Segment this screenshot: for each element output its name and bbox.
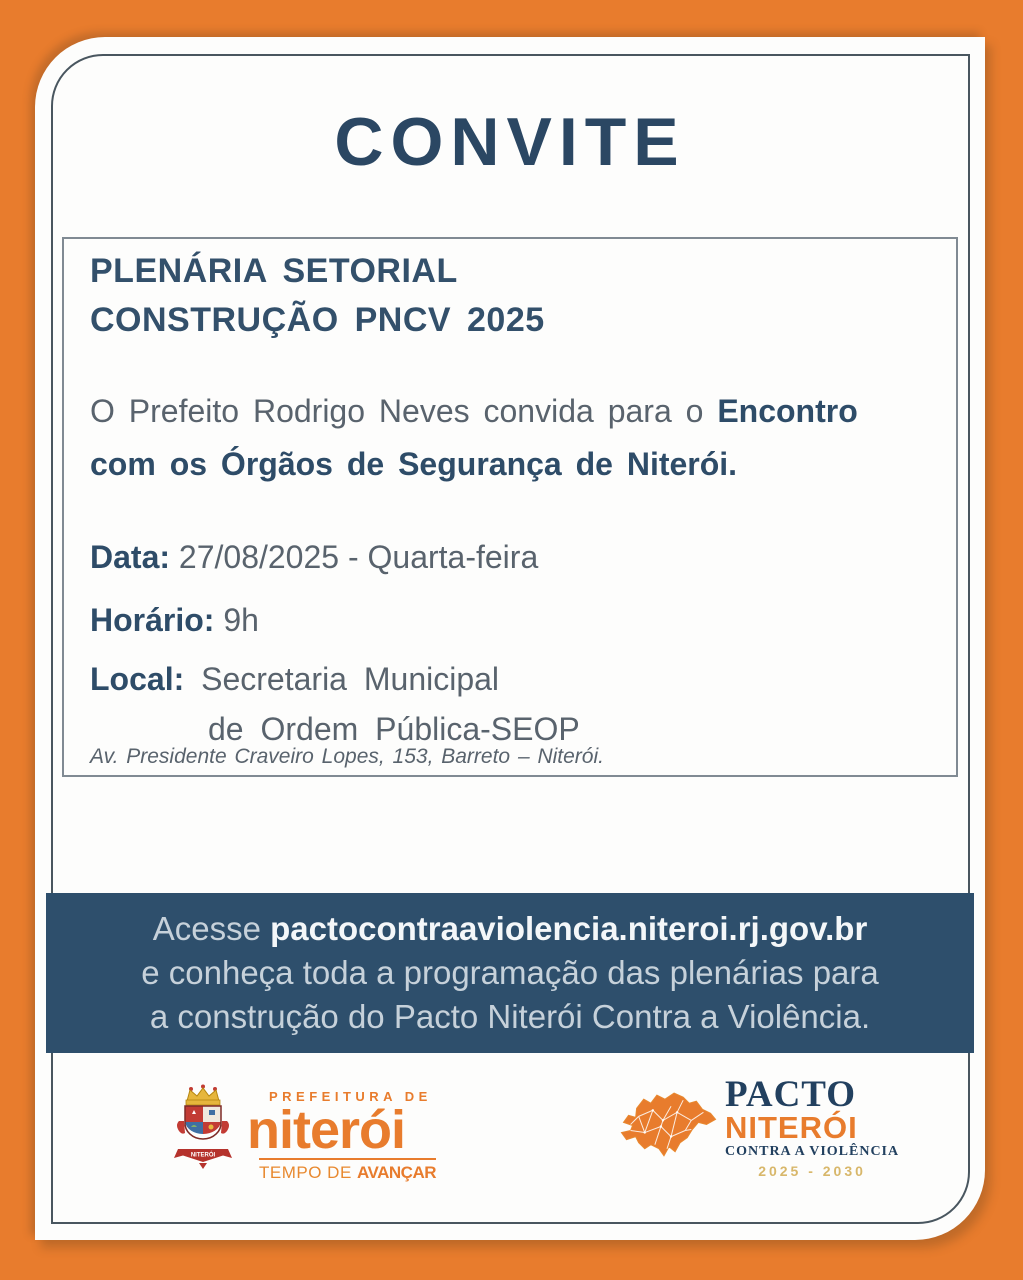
pacto-word2: NITERÓI xyxy=(725,1110,858,1145)
intro-bold-text-2: com os Órgãos de Segurança de Niterói. xyxy=(90,446,738,482)
event-heading xyxy=(90,247,545,345)
event-details-box xyxy=(62,237,958,777)
banner-url: pactocontraaviolencia.niteroi.rj.gov.br xyxy=(270,910,868,947)
event-intro-line2 xyxy=(90,438,858,491)
time-row xyxy=(90,602,259,639)
banner-line1 xyxy=(46,907,974,951)
intro-bold-text: Encontro xyxy=(717,393,858,429)
pacto-word1: PACTO xyxy=(725,1074,857,1115)
niteroi-coat-of-arms-icon xyxy=(173,1083,233,1175)
event-intro xyxy=(90,385,858,491)
banner-line3: a construção do Pacto Niterói Contra a Violência. xyxy=(149,998,871,1035)
location-row xyxy=(90,654,580,754)
slogan-regular: TEMPO DE xyxy=(259,1163,358,1182)
prefeitura-wordmark: niterói xyxy=(247,1100,406,1160)
prefeitura-eyebrow: PREFEITURA DE xyxy=(269,1089,432,1104)
event-heading-line2: CONSTRUÇÃO PNCV 2025 xyxy=(90,301,545,339)
prefeitura-text-block xyxy=(247,1083,436,1183)
invite-card xyxy=(35,37,985,1240)
event-intro-line1 xyxy=(90,385,858,438)
event-heading-line1: PLENÁRIA SETORIAL xyxy=(90,252,458,290)
time-label: Horário: xyxy=(90,602,215,638)
location-label: Local: xyxy=(90,661,185,697)
date-label: Data: xyxy=(90,539,171,575)
crest-ribbon-text: NITERÓI xyxy=(190,1152,216,1159)
pacto-word3: CONTRA A VIOLÊNCIA xyxy=(725,1144,900,1159)
page-title: CONVITE xyxy=(334,104,686,180)
prefeitura-slogan xyxy=(259,1163,436,1183)
website-banner xyxy=(46,893,974,1053)
address-text: Av. Presidente Craveiro Lopes, 153, Barreto – Niterói. xyxy=(90,745,604,768)
location-value-line1: Secretaria Municipal xyxy=(201,661,500,697)
date-row xyxy=(90,539,538,576)
prefeitura-niteroi-logo xyxy=(173,1083,436,1183)
pacto-text-block xyxy=(725,1074,900,1181)
banner-access-text: Acesse xyxy=(152,910,271,947)
slogan-bold: AVANÇAR xyxy=(357,1163,436,1182)
pacto-period: 2025 - 2030 xyxy=(758,1163,866,1179)
location-value-line2: de Ordem Pública-SEOP xyxy=(208,711,580,747)
location-line1 xyxy=(90,654,580,704)
niteroi-map-icon xyxy=(615,1086,719,1172)
pacto-niteroi-logo xyxy=(615,1074,900,1181)
intro-regular-text: O Prefeito Rodrigo Neves convida para o xyxy=(90,393,718,429)
banner-line2: e conheça toda a programação das plenárias para xyxy=(141,954,879,991)
time-value: 9h xyxy=(223,602,259,638)
date-value: 27/08/2025 - Quarta-feira xyxy=(178,539,539,575)
